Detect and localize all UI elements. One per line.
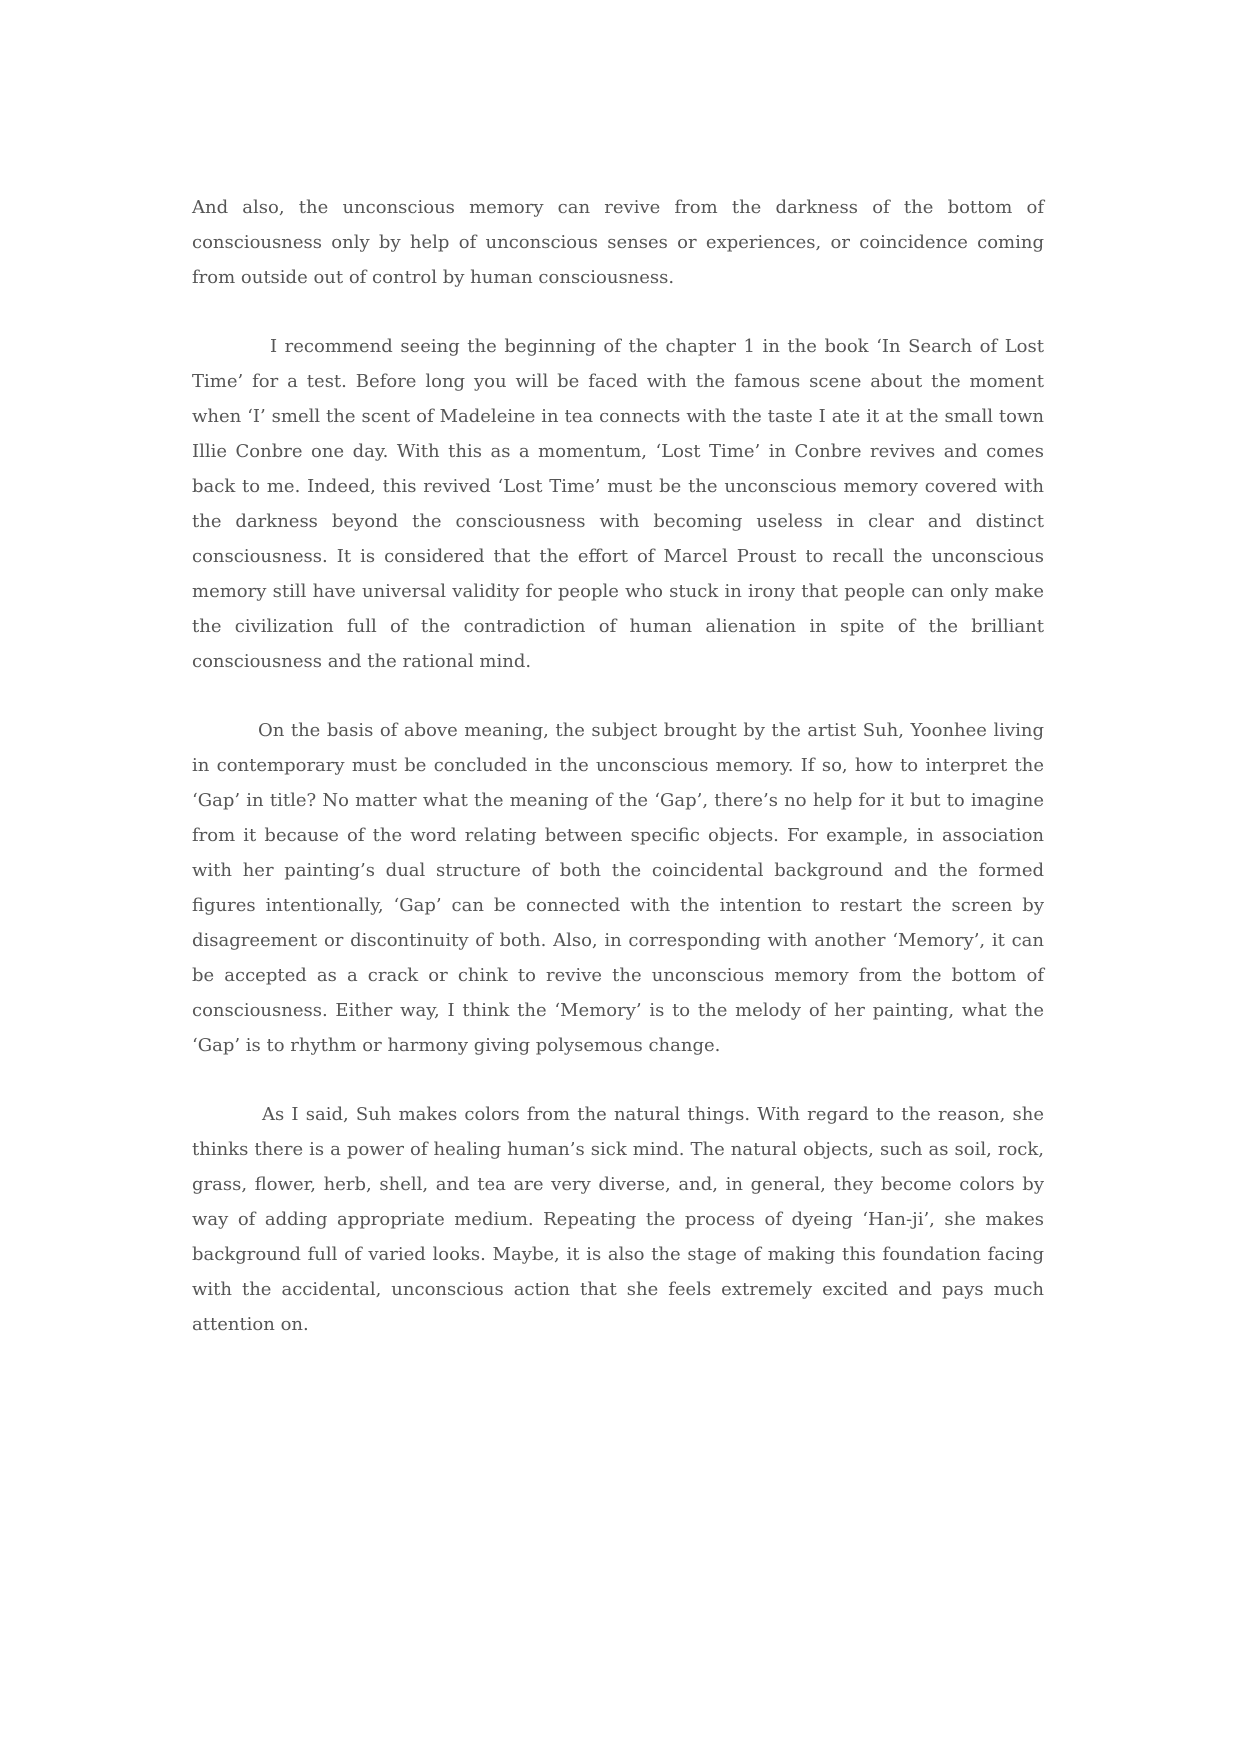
body-text	[192, 190, 1044, 1342]
paragraph-natural-colors: As I said, Suh makes colors from the natural things. With regard to the reason, she thinks there is a power of healing human’s sick mind. The natural objects, such as soil, rock, grass, flower, herb, shell, and tea are very diverse, and, in general, they become colors by way of adding appropriate medium. Repeating the process of dyeing ‘Han-ji’, she makes background full of varied looks. Maybe, it is also the stage of making this foundation facing with the accidental, unconscious action that she feels extremely excited and pays much attention on.	[192, 1104, 1044, 1335]
paragraph-lost-time: I recommend seeing the beginning of the chapter 1 in the book ‘In Search of Lost Time’ for a test. Before long you will be faced with the famous scene about the moment when ‘I’ smell the scent of Madeleine in tea connects with the taste I ate it at the small town Illie Conbre one day. With this as a momentum, ‘Lost Time’ in Conbre revives and comes back to me. Indeed, this revived ‘Lost Time’ must be the unconscious memory covered with the darkness beyond the consciousness with becoming useless in clear and distinct consciousness. It is considered that the effort of Marcel Proust to recall the unconscious memory still have universal validity for people who stuck in irony that people can only make the civilization full of the contradiction of human alienation in spite of the brilliant consciousness and the rational mind.	[192, 336, 1044, 672]
paragraph-unconscious-memory: And also, the unconscious memory can revive from the darkness of the bottom of consciousness only by help of unconscious senses or experiences, or coincidence coming from outside out of control by human consciousness.	[192, 197, 1044, 288]
paragraph-gap-meaning: On the basis of above meaning, the subject brought by the artist Suh, Yoonhee living in contemporary must be concluded in the unconscious memory. If so, how to interpret the ‘Gap’ in title? No matter what the meaning of the ‘Gap’, there’s no help for it but to imagine from it because of the word relating between specific objects. For example, in association with her painting’s dual structure of both the coincidental background and the formed figures intentionally, ‘Gap’ can be connected with the intention to restart the screen by disagreement or discontinuity of both. Also, in corresponding with another ‘Memory’, it can be accepted as a crack or chink to revive the unconscious memory from the bottom of consciousness. Either way, I think the ‘Memory’ is to the melody of her painting, what the ‘Gap’ is to rhythm or harmony giving polysemous change.	[192, 720, 1044, 1056]
